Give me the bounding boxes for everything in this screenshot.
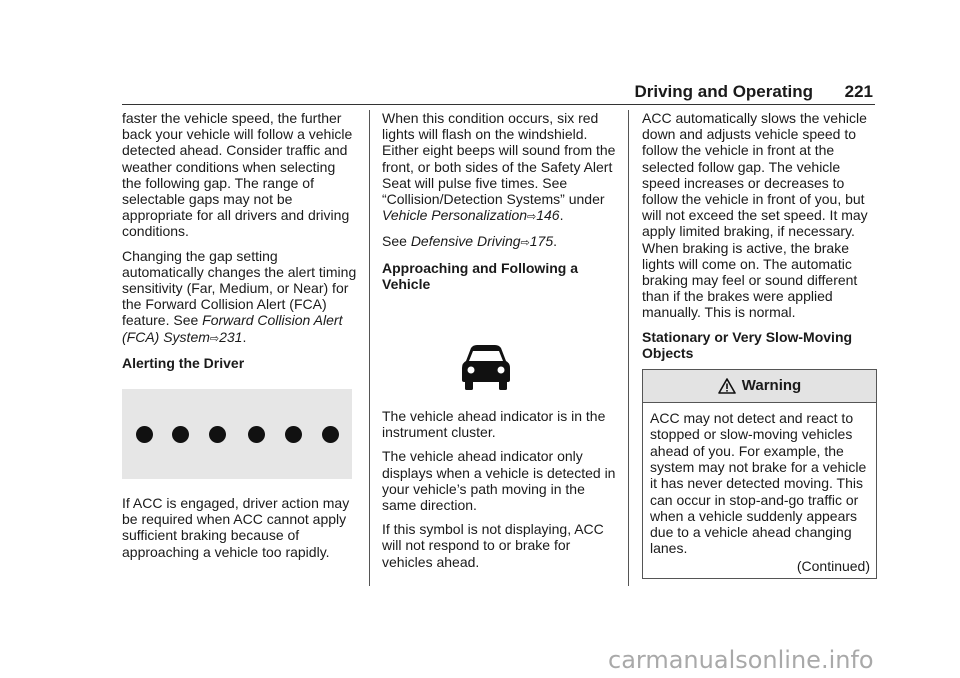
alert-light-dot-icon bbox=[136, 426, 153, 443]
page-reference[interactable]: 231 bbox=[219, 328, 243, 345]
subheading: Stationary or Very Slow-Moving Objects bbox=[642, 328, 853, 361]
section-title: Driving and Operating bbox=[634, 82, 813, 101]
page-number: 221 bbox=[844, 82, 873, 101]
alert-lights-illustration bbox=[122, 389, 352, 479]
page-reference[interactable]: 146 bbox=[536, 207, 560, 224]
paragraph: If ACC is engaged, driver action may be required when ACC cannot apply sufficient braking because of approaching a vehicle too rapidly. bbox=[122, 495, 350, 560]
page-ref-arrow-icon: ⇨ bbox=[520, 237, 530, 250]
page-reference[interactable]: 175 bbox=[529, 233, 554, 250]
column-divider bbox=[369, 110, 370, 586]
vehicle-ahead-indicator bbox=[382, 300, 618, 404]
warning-triangle-icon bbox=[718, 378, 736, 394]
paragraph: When this condition occurs, six red lights will flash on the windshield. Either eight beeps will sound from the front, or both sides of the Safety Alert Seat will pulse five times. See “Collision/Detection Systems” under Vehicle Personalization⇨146. bbox=[382, 110, 616, 224]
alert-light-dot-icon bbox=[322, 426, 339, 443]
vehicle-ahead-icon bbox=[461, 344, 511, 390]
alert-light-dot-icon bbox=[285, 426, 302, 443]
paragraph: The vehicle ahead indicator is in the instrument cluster. bbox=[382, 408, 606, 441]
paragraph: The vehicle ahead indicator only displays when a vehicle is detected in your vehicle’s path moving in the same direction. bbox=[382, 448, 616, 514]
page-ref-arrow-icon: ⇨ bbox=[209, 332, 220, 345]
page-header bbox=[122, 82, 875, 105]
column-1 bbox=[122, 110, 357, 568]
cross-reference-link[interactable]: Defensive Driving bbox=[410, 233, 521, 250]
cross-reference-link[interactable]: Vehicle Personalization bbox=[382, 207, 528, 224]
subheading: Alerting the Driver bbox=[122, 354, 245, 371]
paragraph: See Defensive Driving⇨175. bbox=[382, 233, 557, 250]
watermark-text: carmanualsonline.info bbox=[608, 646, 874, 674]
paragraph: Changing the gap setting automatically changes the alert timing sensitivity (Far, Medium, or Near) for the Forward Collision Alert (FCA) feature. See Forward Collision Alert (FCA) System⇨231. bbox=[122, 247, 357, 345]
alert-light-dot-icon bbox=[172, 426, 189, 443]
paragraph: faster the vehicle speed, the further back your vehicle will follow a vehicle detected ahead. Consider traffic and weather conditions when selecting the following gap. The range of selectable gaps may not be appropriate for all drivers and driving conditions. bbox=[122, 110, 353, 240]
cross-reference-link[interactable]: Forward Collision Alert (FCA) System bbox=[122, 312, 343, 345]
warning-text: ACC may not detect and react to stopped or slow-moving vehicles ahead of you. For example, the system may not brake for a vehicle it has never detected moving. This can occur in stop-and-go traffic or when a vehicle suddenly appears due to a vehicle ahead changing lanes. bbox=[650, 410, 867, 557]
page-ref-arrow-icon: ⇨ bbox=[527, 211, 537, 224]
warning-title: Warning bbox=[741, 376, 802, 394]
column-divider bbox=[628, 110, 629, 586]
alert-light-dot-icon bbox=[248, 426, 265, 443]
warning-header bbox=[643, 370, 876, 403]
column-3 bbox=[642, 110, 878, 579]
paragraph: If this symbol is not displaying, ACC will not respond to or brake for vehicles ahead. bbox=[382, 521, 604, 570]
subheading: Approaching and Following a Vehicle bbox=[382, 259, 578, 292]
warning-box bbox=[642, 369, 877, 579]
paragraph: ACC automatically slows the vehicle down and adjusts vehicle speed to follow the vehicle in front at the selected follow gap. The vehicle speed increases or decreases to follow the vehicle in front of you, but will not exceed the set speed. It may apply limited braking, if necessary. When braking is active, the brake lights will come on. The automatic braking may feel or sound different than if the brakes were applied manually. This is normal. bbox=[642, 110, 868, 321]
column-2 bbox=[382, 110, 618, 578]
alert-light-dot-icon bbox=[209, 426, 226, 443]
continued-label: (Continued) bbox=[796, 557, 870, 574]
